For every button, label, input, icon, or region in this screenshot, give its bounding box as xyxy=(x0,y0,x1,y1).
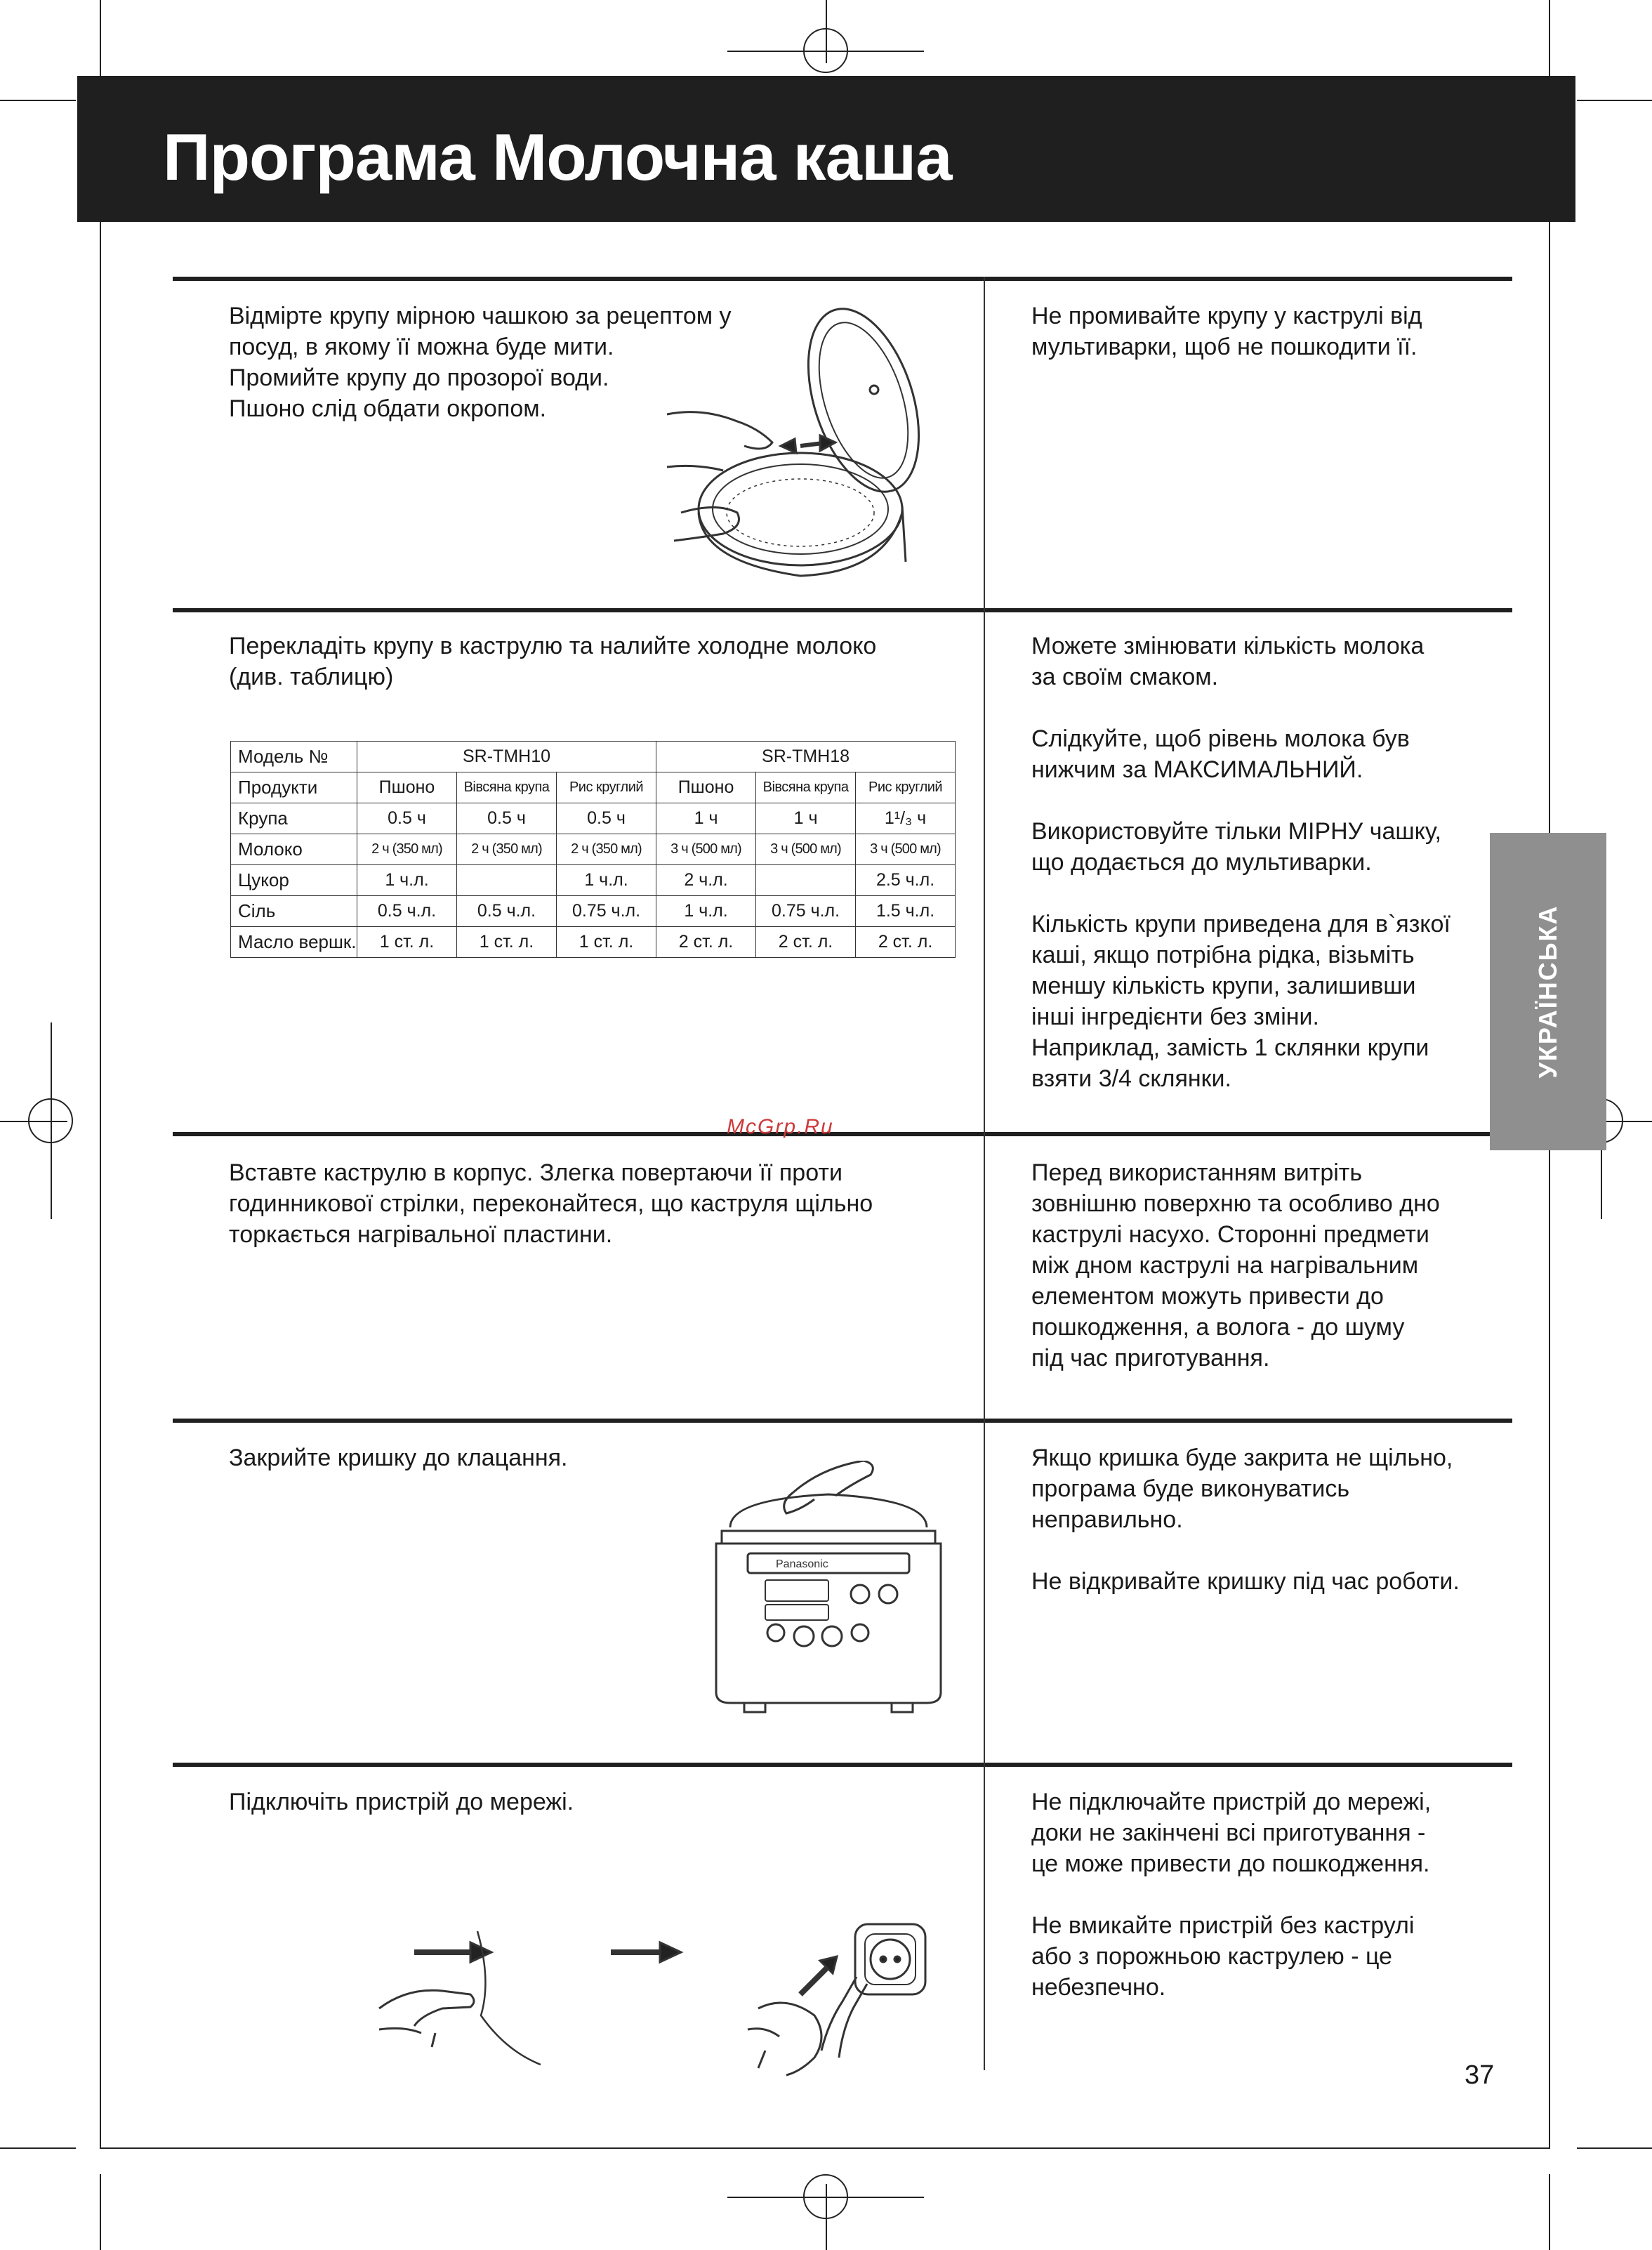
table-row xyxy=(231,742,956,772)
table-cell: Рис круглий xyxy=(856,772,956,803)
table-cell: Крупа xyxy=(231,803,357,834)
table-cell: 3 ч (500 мл) xyxy=(656,834,756,865)
brand-label: Panasonic xyxy=(776,1558,828,1570)
table-cell: 0.5 ч xyxy=(357,803,457,834)
table-cell: Модель № xyxy=(231,742,357,772)
table-cell xyxy=(457,865,557,896)
table-cell: 1 ст. л. xyxy=(357,927,457,958)
table-cell: Пшоно xyxy=(656,772,756,803)
table-cell: 1 ст. л. xyxy=(557,927,656,958)
registration-mark xyxy=(803,2174,848,2219)
table-cell: 1 ч.л. xyxy=(557,865,656,896)
language-tab-label: УКРАЇНСЬКА xyxy=(1533,904,1562,1079)
registration-mark xyxy=(28,1098,73,1143)
section-divider xyxy=(173,1763,1512,1767)
watermark: McGrp.Ru xyxy=(727,1115,834,1138)
column-divider xyxy=(984,277,985,2070)
table-cell: SR-TMH10 xyxy=(357,742,656,772)
step-5-instruction: Підключіть пристрій до мережі. xyxy=(229,1789,574,1815)
closing-lid-illustration xyxy=(709,1461,948,1713)
table-cell: 0.75 ч.л. xyxy=(756,896,856,927)
table-row xyxy=(231,803,956,834)
table-cell: 2 ч.л. xyxy=(656,865,756,896)
table-cell: Рис круглий xyxy=(557,772,656,803)
table-cell: Цукор xyxy=(231,865,357,896)
table-cell: 0.5 ч.л. xyxy=(457,896,557,927)
table-cell: 2 ст. л. xyxy=(656,927,756,958)
table-cell: Продукти xyxy=(231,772,357,803)
table-cell: Вівсяна крупа xyxy=(457,772,557,803)
step-2-instruction: Перекладіть крупу в каструлю та налийте холодне молоко (див. таблицю) xyxy=(229,633,877,690)
step-2-notes: Можете змінювати кількість молока за своїм смаком. Слідкуйте, щоб рівень молока був нижчим за МАКСИМАЛЬНИЙ. Використовуйте тільки МІРНУ чашку, що додається до мультиварки. Кількість крупи приведена для в`язкої каші, якщо потрібна рідка, візьміть меншу кількість крупи, залишивши інші інгредієнти без зміни. Наприклад, замість 1 склянки крупи взяти 3/4 склянки. xyxy=(1031,633,1451,1092)
section-divider xyxy=(173,608,1512,612)
table-cell: 1 ст. л. xyxy=(457,927,557,958)
crop-mark xyxy=(100,0,101,76)
crop-mark xyxy=(1577,2147,1652,2149)
table-cell: 3 ч (500 мл) xyxy=(756,834,856,865)
table-row xyxy=(231,865,956,896)
table-cell: 1¹/₃ ч xyxy=(856,803,956,834)
page-frame xyxy=(100,100,101,2149)
table-cell: SR-TMH18 xyxy=(656,742,956,772)
table-row xyxy=(231,896,956,927)
plug-in-illustration xyxy=(365,1910,941,2079)
table-cell: 1 ч xyxy=(756,803,856,834)
crop-mark xyxy=(100,2174,101,2250)
table-row xyxy=(231,834,956,865)
crop-mark xyxy=(1549,2174,1550,2250)
table-cell: 2 ст. л. xyxy=(756,927,856,958)
table-cell: Пшоно xyxy=(357,772,457,803)
table-cell: Сіль xyxy=(231,896,357,927)
section-divider xyxy=(173,1132,1512,1136)
table-cell: 0.5 ч.л. xyxy=(357,896,457,927)
step-1-instruction: Відмірте крупу мірною чашкою за рецептом у посуд, в якому її можна буде мити. Промийте крупу до прозорої води. Пшоно слід обдати окропом. xyxy=(229,303,732,422)
table-cell: Молоко xyxy=(231,834,357,865)
table-cell: 2 ч (350 мл) xyxy=(357,834,457,865)
table-row xyxy=(231,772,956,803)
step-4-instruction: Закрийте кришку до клацання. xyxy=(229,1445,568,1471)
table-cell: 1 ч.л. xyxy=(656,896,756,927)
page-number: 37 xyxy=(1465,2060,1495,2090)
crop-mark xyxy=(1577,100,1652,101)
ingredients-table xyxy=(230,741,956,958)
washing-grain-illustration xyxy=(660,302,927,583)
table-cell: 1 ч.л. xyxy=(357,865,457,896)
step-5-notes: Не підключайте пристрій до мережі, доки не закінчені всі приготування - це може привести до пошкодження. Не вмикайте пристрій без каструлі або з порожньою каструлею - це небезпечно. xyxy=(1031,1789,1432,2001)
table-cell: 2 ст. л. xyxy=(856,927,956,958)
table-cell: Масло вершк. xyxy=(231,927,357,958)
table-cell: 3 ч (500 мл) xyxy=(856,834,956,865)
table-cell: 0.75 ч.л. xyxy=(557,896,656,927)
table-cell: 2 ч (350 мл) xyxy=(557,834,656,865)
page-frame xyxy=(100,2147,1550,2149)
table-cell: 2.5 ч.л. xyxy=(856,865,956,896)
table-cell: 0.5 ч xyxy=(457,803,557,834)
crop-mark xyxy=(0,2147,76,2149)
table-cell: 0.5 ч xyxy=(557,803,656,834)
step-1-note: Не промивайте крупу у каструлі від мультиварки, щоб не пошкодити її. xyxy=(1031,303,1422,360)
registration-mark xyxy=(803,28,848,73)
table-cell: 1 ч xyxy=(656,803,756,834)
table-row xyxy=(231,927,956,958)
step-3-note: Перед використанням витріть зовнішню поверхню та особливо дно каструлі насухо. Сторонні предмети між дном каструлі на нагрівальним елементом можуть привести до пошкодження, а волога - до шуму під час приготування. xyxy=(1031,1159,1440,1371)
step-3-instruction: Вставте каструлю в корпус. Злегка повертаючи її проти годинникової стрілки, переконайтеся, що каструля щільно торкається нагрівальної пластини. xyxy=(229,1159,873,1248)
table-cell: 1.5 ч.л. xyxy=(856,896,956,927)
table-cell: 2 ч (350 мл) xyxy=(457,834,557,865)
step-4-notes: Якщо кришка буде закрита не щільно, програма буде виконуватись неправильно. Не відкривайте кришку під час роботи. xyxy=(1031,1445,1460,1595)
crop-mark xyxy=(1549,0,1550,76)
section-divider xyxy=(173,277,1512,281)
table-cell: Вівсяна крупа xyxy=(756,772,856,803)
crop-mark xyxy=(0,100,76,101)
table-cell xyxy=(756,865,856,896)
page-title: Програма Молочна каша xyxy=(163,120,952,194)
section-divider xyxy=(173,1419,1512,1423)
